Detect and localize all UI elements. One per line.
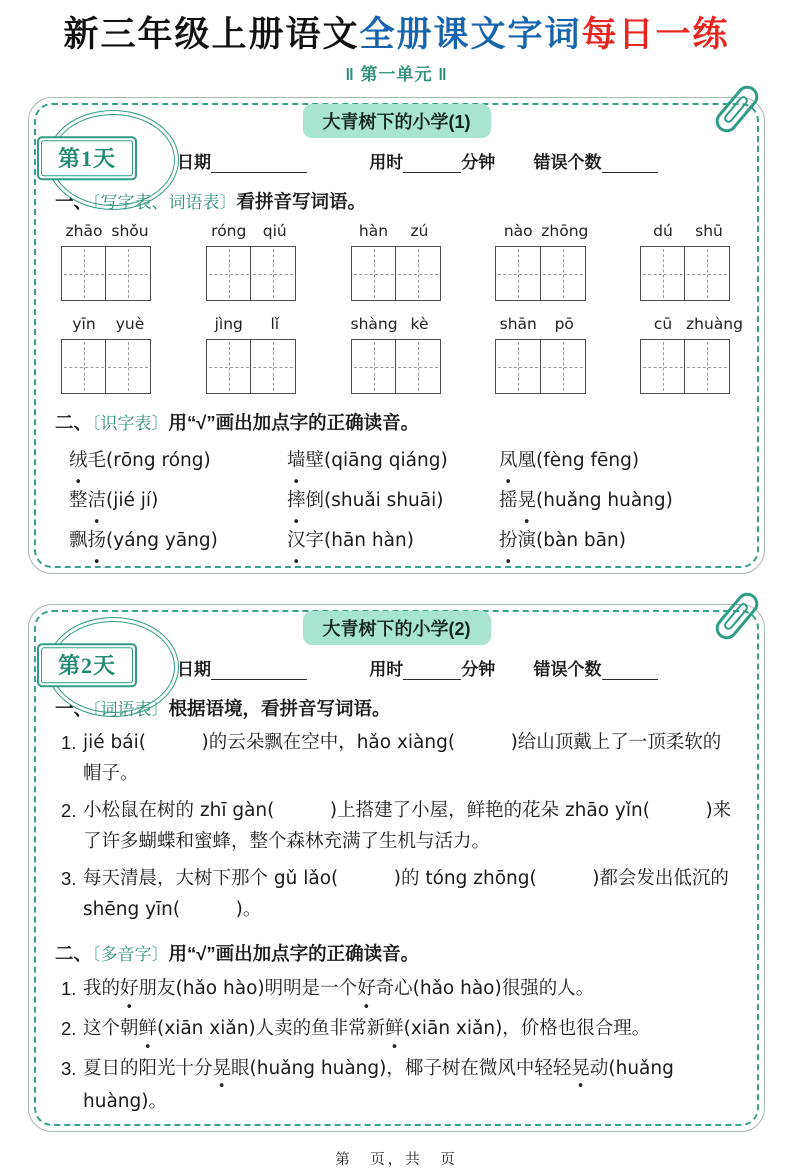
writing-grid [495, 339, 587, 394]
sentence-item: 3. 每天清晨，大树下那个 gǔ lǎo( )的 tóng zhōng( )都会发出低沉的 shēng yīn( )。 [61, 868, 729, 921]
polyphone-items [55, 972, 738, 1119]
word-choice-item: 飘扬(yáng yāng) [69, 530, 218, 551]
grid-cell [61, 246, 107, 301]
time-blank [403, 155, 461, 173]
meta-line-2 [177, 655, 738, 680]
grid-cell [395, 246, 441, 301]
writing-grid [495, 246, 587, 301]
grid-cell [540, 339, 586, 394]
grid-cell [351, 339, 397, 394]
page-title [0, 14, 793, 56]
minutes-label: 分钟 [461, 153, 496, 172]
section-tag: 〔写字表、词语表〕 [92, 193, 237, 212]
time-label: 用时 [369, 153, 404, 172]
grid-cell [105, 246, 151, 301]
pinyin-word-group: róng qiú [206, 222, 298, 301]
date-blank [211, 155, 307, 173]
day-2-card [28, 604, 765, 1132]
meta-line-1 [177, 148, 738, 173]
writing-grid [206, 246, 298, 301]
unit-label: ‖ 第一单元 ‖ [345, 65, 448, 84]
grid-cell [495, 246, 541, 301]
day-2-badge [37, 617, 179, 717]
day-2-badge-label: 第2天 [57, 653, 116, 679]
writing-grid [640, 339, 732, 394]
sentence-item: 2. 小松鼠在树的 zhī gàn( )上搭建了小屋，鲜艳的花朵 zhāo yǐn( )来了许多蝴蝶和蜜蜂，整个森林充满了生机与活力。 [61, 800, 732, 853]
word-choice-item: 凤凰(fèng fēng) [499, 450, 640, 471]
date-label: 日期 [177, 660, 211, 679]
word-choice-item: 摔倒(shuǎi shuāi) [287, 490, 444, 511]
page-footer: 第 页，共 页 [335, 1152, 458, 1169]
day-1-card [28, 97, 765, 574]
errors-label: 错误个数 [533, 153, 602, 172]
grid-cell [640, 339, 686, 394]
word-choice-item: 扮演(bàn bān) [499, 530, 626, 551]
word-choice-item: 墙壁(qiāng qiáng) [287, 450, 448, 471]
word-choice-item: 整洁(jié jí) [69, 490, 159, 511]
section-number: 一、 [55, 191, 93, 212]
title-part-blue: 全册课文字词 [359, 15, 582, 54]
grid-cell [206, 246, 252, 301]
section-number: 二、 [55, 943, 93, 965]
pinyin-word-group: zhāo shǒu [61, 222, 153, 301]
word-choice-grid [55, 441, 738, 561]
grid-cell [250, 339, 296, 394]
sentence-item: 1. jié bái( )的云朵飘在空中，hǎo xiàng( )给山顶戴上了一顶柔软的帽子。 [61, 732, 722, 785]
sentence-item: 2. 这个朝鲜(xiān xiǎn)人卖的鱼非常新鲜(xiān xiǎn)，价格也很合理。 [61, 1018, 651, 1040]
errors-blank [602, 155, 658, 173]
lesson-title-tab-2: 大青树下的小学(2) [303, 611, 491, 645]
date-label: 日期 [177, 153, 211, 172]
card1-section2-heading [55, 409, 738, 435]
grid-cell [351, 246, 397, 301]
grid-cell [684, 339, 730, 394]
pinyin-row-1 [55, 222, 738, 301]
lesson-title-tab-1: 大青树下的小学(1) [303, 104, 491, 138]
pinyin-word-group: shān pō [495, 315, 587, 394]
day-1-badge [37, 110, 179, 210]
word-choice-item: 汉字(hān hàn) [287, 530, 414, 551]
pinyin-word-group: hàn zú [351, 222, 443, 301]
pinyin-word-group: cū zhuàng [640, 315, 732, 394]
grid-cell [206, 339, 252, 394]
pinyin-row-2 [55, 315, 743, 394]
errors-label: 错误个数 [533, 660, 602, 679]
writing-grid [351, 339, 443, 394]
grid-cell [250, 246, 296, 301]
writing-grid [61, 246, 153, 301]
pinyin-word-group: jìng lǐ [206, 315, 298, 394]
word-choice-item: 摇晃(huǎng huàng) [499, 490, 673, 511]
grid-cell [684, 246, 730, 301]
section-title: 用“√”画出加点字的正确读音。 [168, 943, 420, 965]
sentence-item: 1. 我的好朋友(hǎo hào)明明是一个好奇心(hǎo hào)很强的人。 [61, 978, 595, 1000]
grid-cell [105, 339, 151, 394]
section-tag: 〔词语表〕 [92, 700, 169, 719]
errors-blank [602, 662, 658, 680]
section-title: 根据语境，看拼音写词语。 [168, 698, 391, 719]
writing-grid [351, 246, 443, 301]
date-blank [211, 662, 307, 680]
grid-cell [61, 339, 107, 394]
title-part-red: 每日一练 [581, 15, 730, 54]
writing-grid [640, 246, 732, 301]
grid-cell [640, 246, 686, 301]
day-1-badge-label: 第1天 [57, 146, 116, 172]
writing-grid [206, 339, 298, 394]
title-part-black: 新三年级上册语文 [63, 15, 360, 54]
time-blank [403, 662, 461, 680]
paperclip-icon [711, 588, 763, 644]
grid-cell [540, 246, 586, 301]
sentence-item: 3. 夏日的阳光十分晃眼(huǎng huàng)，椰子树在微风中轻轻晃动(huǎng huàng)。 [61, 1057, 674, 1113]
section-tag: 〔识字表〕 [92, 414, 169, 433]
pinyin-word-group: shàng kè [351, 315, 443, 394]
card2-section2-heading [55, 940, 738, 966]
word-choice-item: 绒毛(rōng róng) [69, 450, 211, 471]
paperclip-icon [711, 81, 763, 137]
minutes-label: 分钟 [461, 660, 496, 679]
section-title: 看拼音写词语。 [236, 191, 367, 212]
pinyin-word-group: nào zhōng [495, 222, 587, 301]
fill-in-items [55, 727, 738, 925]
section-number: 一、 [55, 698, 93, 719]
section-tag: 〔多音字〕 [92, 945, 169, 965]
writing-grid [61, 339, 153, 394]
pinyin-word-group: yīn yuè [61, 315, 153, 394]
pinyin-word-group: dú shū [640, 222, 732, 301]
section-number: 二、 [55, 412, 93, 433]
time-label: 用时 [369, 660, 404, 679]
grid-cell [395, 339, 441, 394]
grid-cell [495, 339, 541, 394]
section-title: 用“√”画出加点字的正确读音。 [168, 412, 420, 433]
